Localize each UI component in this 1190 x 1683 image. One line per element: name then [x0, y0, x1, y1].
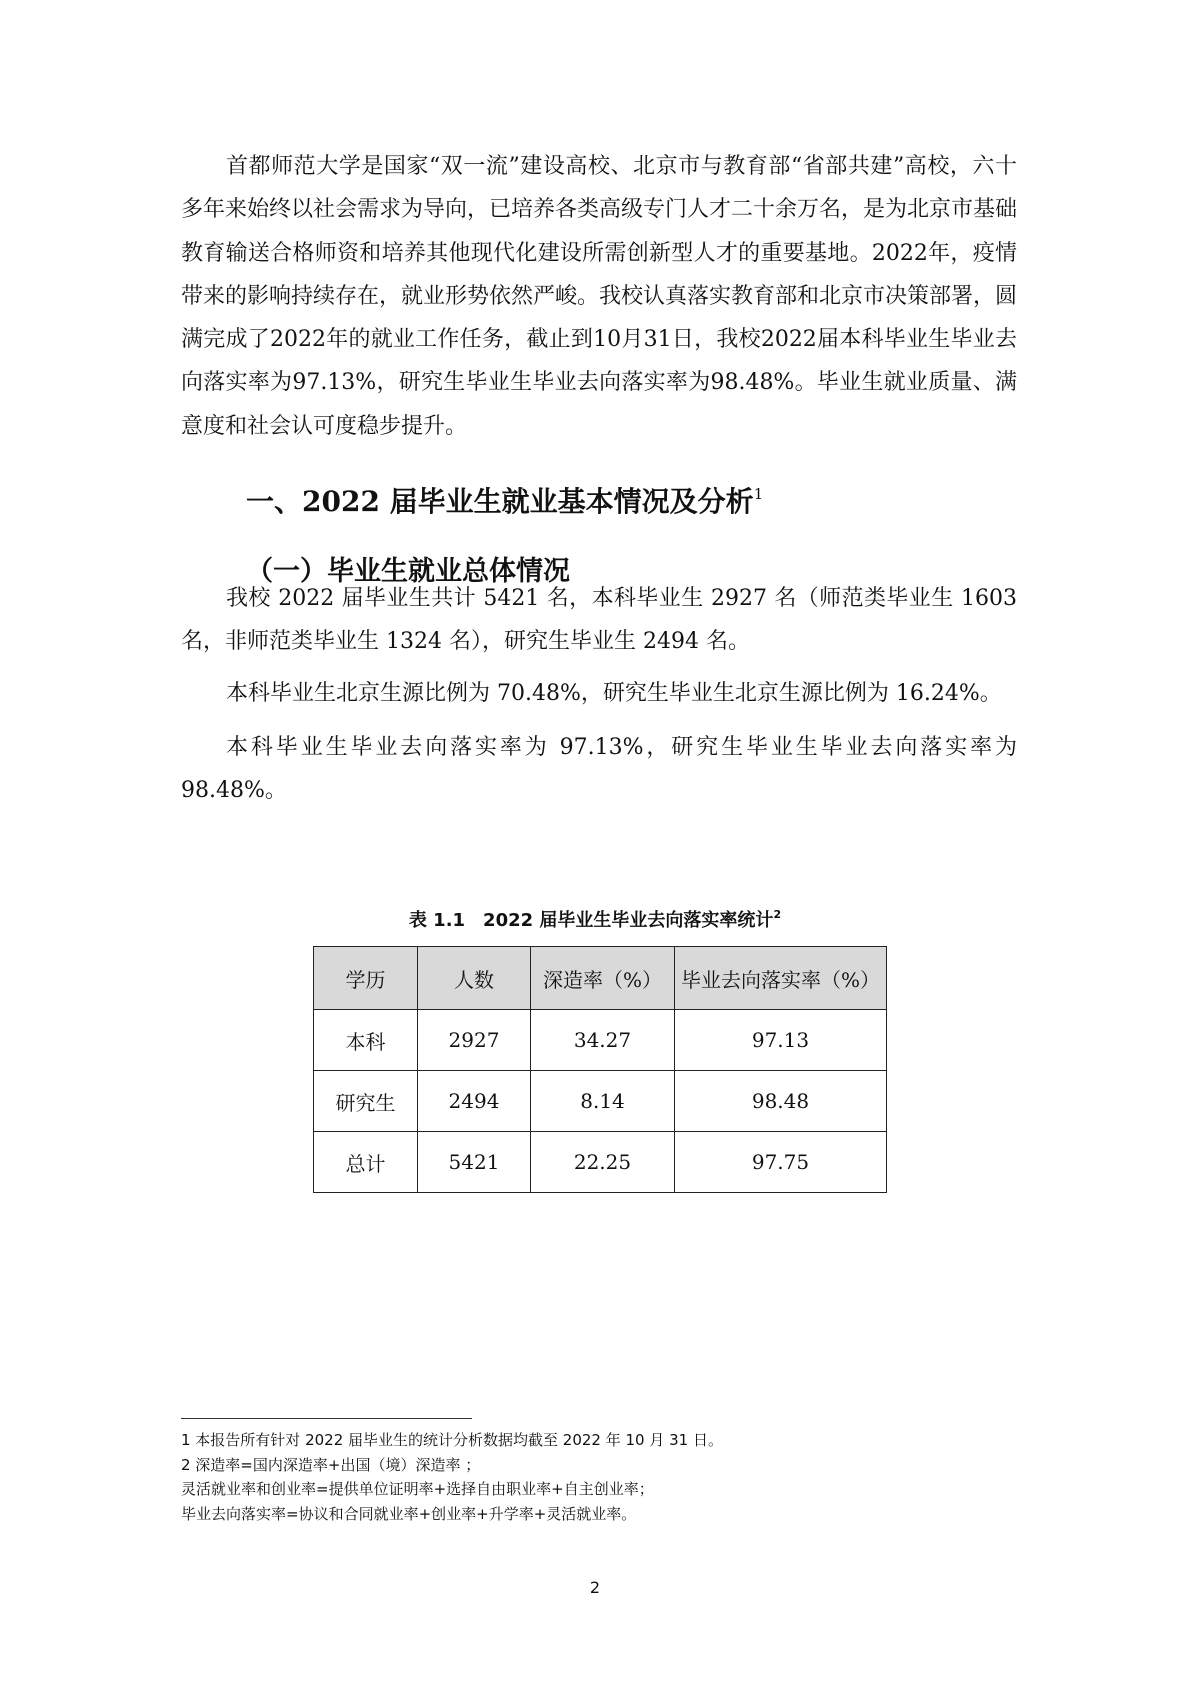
cell-further-study-rate: 8.14	[531, 1071, 675, 1132]
footnote-ref-2[interactable]: 2	[773, 908, 782, 921]
footnote-2: 2 深造率=国内深造率+出国（境）深造率 ；	[181, 1455, 481, 1474]
beijing-source-paragraph: 本科毕业生北京生源比例为 70.48%，研究生毕业生北京生源比例为 16.24%。	[226, 681, 1002, 706]
cell-degree: 本科	[314, 1010, 418, 1071]
page-number: 2	[589, 1578, 601, 1597]
placement-stats-table	[313, 946, 887, 1193]
table-row	[314, 1010, 887, 1071]
table-row	[314, 1071, 887, 1132]
subsection-heading: （一）毕业生就业总体情况	[246, 556, 570, 587]
header-count: 人数	[418, 947, 531, 1010]
cell-count: 2927	[418, 1010, 531, 1071]
header-degree: 学历	[314, 947, 418, 1010]
graduates-total-paragraph: 我校 2022 届毕业生共计 5421 名，本科毕业生 2927 名（师范类毕业生 1603 名，非师范类毕业生 1324 名），研究生毕业生 2494 名。	[181, 586, 1017, 654]
table-row	[314, 1132, 887, 1193]
footnotes	[181, 1428, 1017, 1526]
cell-degree: 总计	[314, 1132, 418, 1193]
footnote-ref-1[interactable]: 1	[753, 485, 764, 503]
section-heading-text: 一、2022 届毕业生就业基本情况及分析	[246, 485, 754, 518]
footnote-divider	[181, 1418, 472, 1419]
cell-further-study-rate: 34.27	[531, 1010, 675, 1071]
header-further-study-rate: 深造率（%）	[531, 947, 675, 1010]
footnote-2-line-3: 毕业去向落实率=协议和合同就业率+创业率+升学率+灵活就业率。	[181, 1504, 637, 1523]
table-header-row	[314, 947, 887, 1010]
cell-placement-rate: 98.48	[675, 1071, 887, 1132]
section-heading	[246, 480, 763, 520]
cell-further-study-rate: 22.25	[531, 1132, 675, 1193]
cell-placement-rate: 97.75	[675, 1132, 887, 1193]
cell-degree: 研究生	[314, 1071, 418, 1132]
header-placement-rate: 毕业去向落实率（%）	[675, 947, 887, 1010]
cell-count: 2494	[418, 1071, 531, 1132]
intro-paragraph: 首都师范大学是国家“双一流”建设高校、北京市与教育部“省部共建”高校，六十多年来始终以社会需求为导向，已培养各类高级专门人才二十余万名，是为北京市基础教育输送合格师资和培养其他现代化建设所需创新型人才的重要基地。2022年，疫情带来的影响持续存在，就业形势依然严峻。我校认真落实教育部和北京市决策部署，圆满完成了2022年的就业工作任务，截止到10月31日，我校2022届本科毕业生毕业去向落实率为97.13%，研究生毕业生毕业去向落实率为98.48%。毕业生就业质量、满意度和社会认可度稳步提升。	[181, 154, 1018, 439]
table-caption-text: 表 1.1 2022 届毕业生毕业去向落实率统计	[408, 910, 774, 931]
footnote-1: 1 本报告所有针对 2022 届毕业生的统计分析数据均截至 2022 年 10 月 31 日。	[181, 1431, 723, 1449]
cell-count: 5421	[418, 1132, 531, 1193]
intro-section	[181, 145, 1017, 448]
table-caption	[0, 906, 1190, 932]
footnote-2-line-2: 灵活就业率和创业率=提供单位证明率+选择自由职业率+自主创业率；	[181, 1480, 654, 1498]
cell-placement-rate: 97.13	[675, 1010, 887, 1071]
placement-rate-paragraph: 本科毕业生毕业去向落实率为 97.13%，研究生毕业生毕业去向落实率为 98.48%。	[181, 735, 1017, 803]
